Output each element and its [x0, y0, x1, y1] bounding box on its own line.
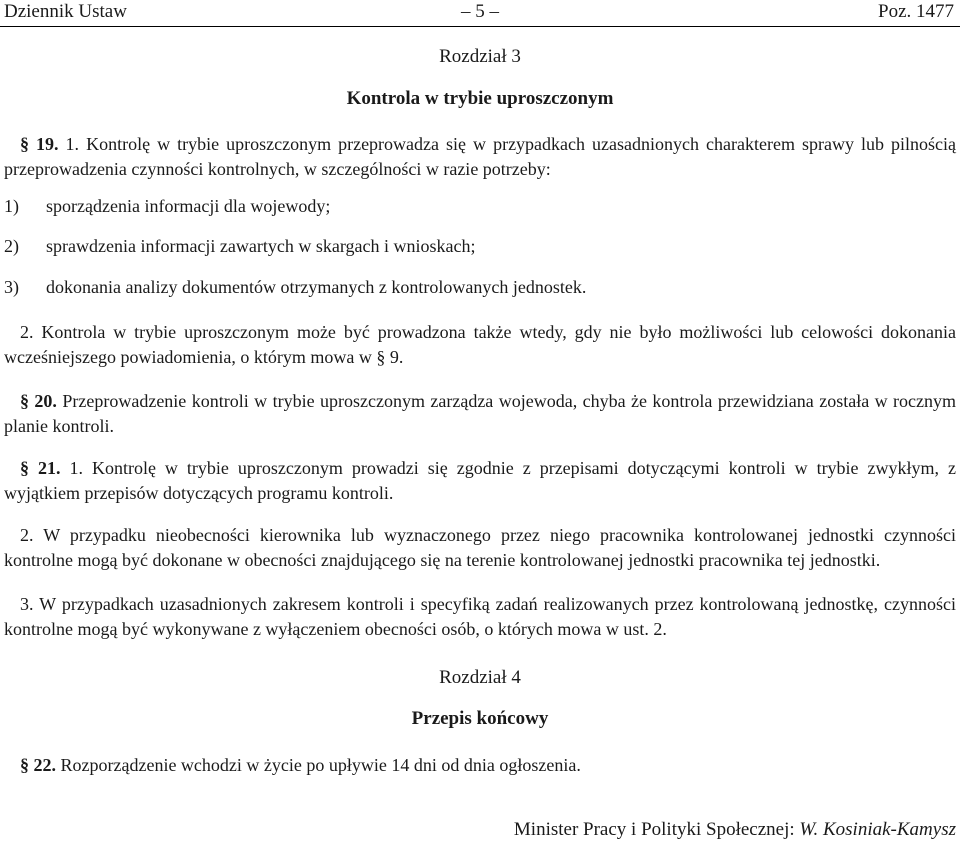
signature: [514, 819, 956, 841]
section-20-mark: § 20.: [20, 391, 57, 411]
chapter-4-title: Przepis końcowy: [411, 708, 549, 729]
item-number: 1): [4, 196, 19, 216]
section-21-para-3: 3. W przypadkach uzasadnionych zakresem kontroli i specyfiką zadań realizowanych przez kontrolowaną jednostkę, czynności kontrolne mogą być wykonywane z wyłączeniem obecności osób, o których mowa w ust. 2.: [4, 594, 956, 639]
page-number: – 5 –: [461, 1, 499, 22]
position-number: Poz. 1477: [878, 1, 954, 22]
header-rule: [0, 26, 960, 27]
list-item: [4, 277, 956, 298]
list-item: [4, 196, 956, 217]
item-number: 2): [4, 236, 19, 256]
section-21-text-1: 1. Kontrolę w trybie uproszczonym prowadzi się zgodnie z przepisami dotyczącymi kontroli w trybie zwykłym, z wyjątkiem przepisów dotyczących programu kontroli.: [4, 458, 956, 503]
item-text: sprawdzenia informacji zawartych w skargach i wnioskach;: [46, 236, 476, 256]
journal-name: Dziennik Ustaw: [4, 1, 127, 22]
list-item: [4, 236, 956, 257]
chapter-3-title: Kontrola w trybie uproszczonym: [346, 88, 614, 109]
section-20: [4, 389, 956, 439]
section-19-para-1: [4, 132, 956, 182]
item-text: dokonania analizy dokumentów otrzymanych z kontrolowanych jednostek.: [46, 277, 587, 297]
section-21-para-1: [4, 456, 956, 506]
section-19-text-1: 1. Kontrolę w trybie uproszczonym przeprowadza się w przypadkach uzasadnionych charakterem sprawy lub pilnością przeprowadzenia czynności kontrolnych, w szczególności w razie potrzeby:: [4, 134, 956, 179]
section-22-mark: § 22.: [20, 755, 56, 775]
item-number: 3): [4, 277, 19, 297]
section-22: [4, 753, 956, 778]
section-19-para-2: 2. Kontrola w trybie uproszczonym może być prowadzona także wtedy, gdy nie było możliwości lub celowości dokonania wcześniejszego powiadomienia, o którym mowa w § 9.: [4, 322, 956, 367]
chapter-4-number: Rozdział 4: [439, 667, 521, 688]
chapter-3-number: Rozdział 3: [439, 46, 521, 67]
signature-name: W. Kosiniak-Kamysz: [799, 819, 956, 840]
section-21-mark: § 21.: [20, 458, 61, 478]
page-header: [0, 0, 960, 28]
item-text: sporządzenia informacji dla wojewody;: [46, 196, 331, 216]
section-19-mark: § 19.: [20, 134, 59, 154]
signature-role: Minister Pracy i Polityki Społecznej:: [513, 819, 800, 840]
section-22-text: Rozporządzenie wchodzi w życie po upływie 14 dni od dnia ogłoszenia.: [56, 755, 581, 775]
section-20-text: Przeprowadzenie kontroli w trybie uproszczonym zarządza wojewoda, chyba że kontrola przewidziana została w rocznym planie kontroli.: [4, 391, 957, 436]
section-21-para-2: 2. W przypadku nieobecności kierownika lub wyznaczonego przez niego pracownika kontrolowanej jednostki czynności kontrolne mogą być dokonane w obecności znajdującego się na terenie kontrolowanej jednostki pracownika tej jednostki.: [4, 525, 956, 570]
